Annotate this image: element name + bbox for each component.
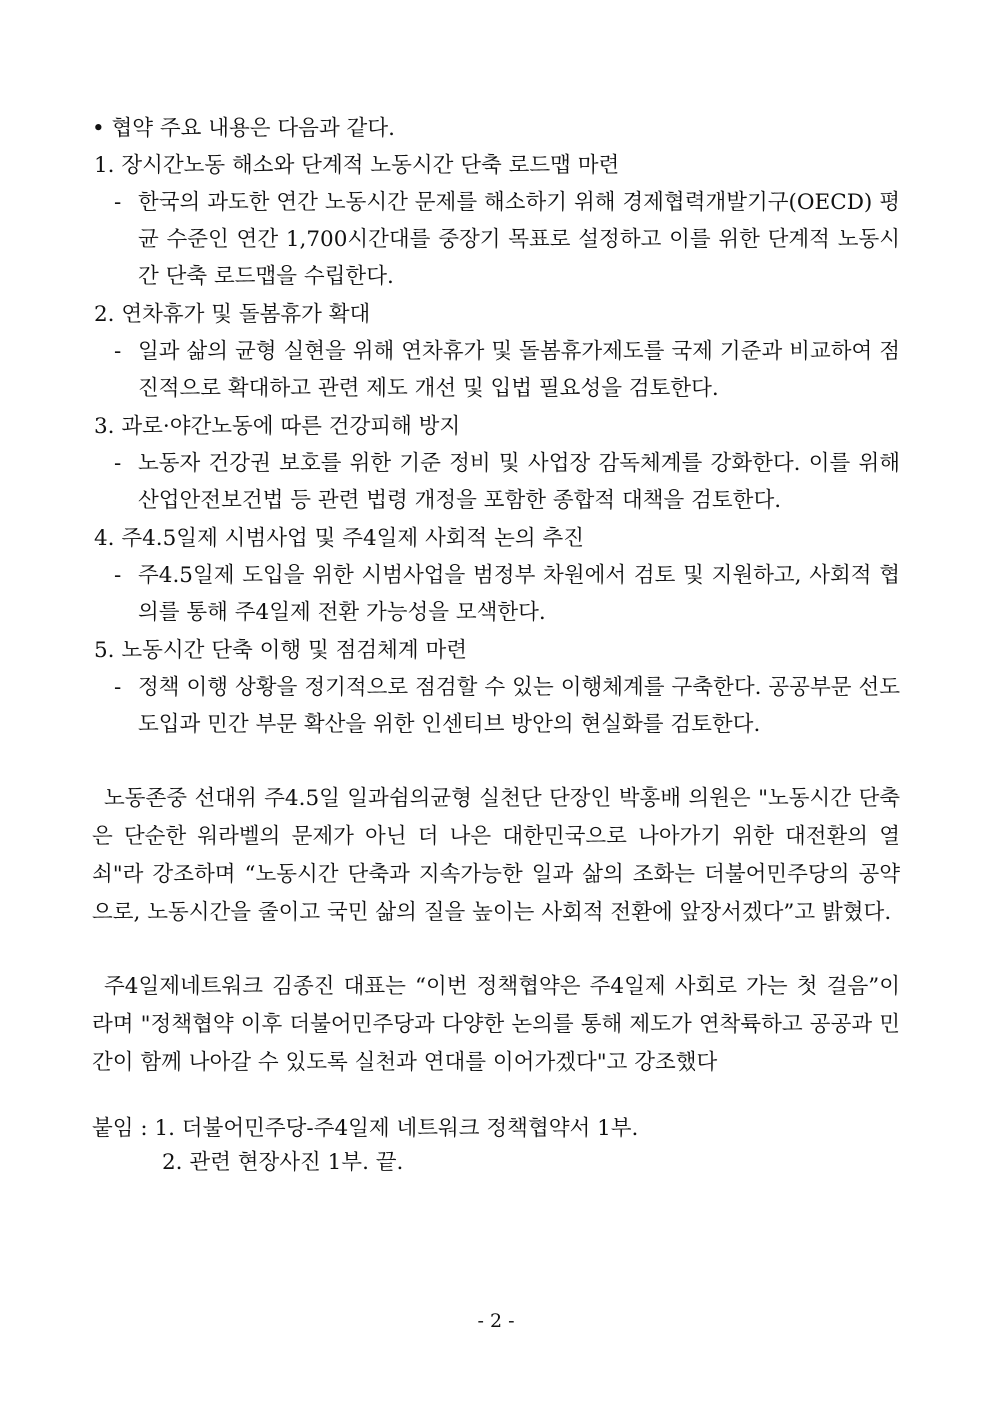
dash-mark: - (114, 190, 122, 215)
paragraph-park: 노동존중 선대위 주4.5일 일과쉼의균형 실천단 단장인 박홍배 의원은 "노동시간 단축은 단순한 워라벨의 문제가 아닌 더 나은 대한민국으로 나아가기 위한 대전환의 열쇠"라 강조하며 “노동시간 단축과 지속가능한 일과 삶의 조화는 더불어민주당의 공약으로, 노동시간을 줄이고 국민 삶의 질을 높이는 사회적 전환에 앞장서겠다”고 밝혔다. (92, 786, 900, 925)
dash-mark: - (114, 675, 122, 700)
attachment-line-1: 붙임 : 1. 더불어민주당-주4일제 네트워크 정책협약서 1부. (92, 1116, 639, 1141)
item-1-detail (92, 184, 900, 295)
item-4-detail (92, 557, 900, 631)
item-1-detail-text: 한국의 과도한 연간 노동시간 문제를 해소하기 위해 경제협력개발기구(OECD) 평균 수준인 연간 1,700시간대를 중장기 목표로 설정하고 이를 위한 단계적 노동시간 단축 로드맵을 수립한다. (138, 190, 900, 289)
item-3-detail (92, 445, 900, 519)
item-2-detail-text: 일과 삶의 균형 실현을 위해 연차휴가 및 돌봄휴가제도를 국제 기준과 비교하여 점진적으로 확대하고 관련 제도 개선 및 입법 필요성을 검토한다. (138, 339, 900, 401)
item-5-heading: 5. 노동시간 단축 이행 및 점검체계 마련 (94, 638, 468, 663)
dash-mark: - (114, 339, 122, 364)
item-1-heading: 1. 장시간노동 해소와 단계적 노동시간 단축 로드맵 마련 (94, 153, 620, 178)
item-2-heading: 2. 연차휴가 및 돌봄휴가 확대 (94, 302, 371, 327)
document-body (92, 110, 900, 1180)
item-4-detail-text: 주4.5일제 도입을 위한 시범사업을 범정부 차원에서 검토 및 지원하고, 사회적 협의를 통해 주4일제 전환 가능성을 모색한다. (138, 563, 900, 625)
item-5-detail (92, 669, 900, 743)
attachment-line-2: 2. 관련 현장사진 1부. 끝. (162, 1150, 404, 1175)
item-5-detail-text: 정책 이행 상황을 정기적으로 점검할 수 있는 이행체계를 구축한다. 공공부문 선도 도입과 민간 부문 확산을 위한 인센티브 방안의 현실화를 검토한다. (138, 675, 900, 737)
dash-mark: - (114, 563, 122, 588)
item-3-heading: 3. 과로·야간노동에 따른 건강피해 방지 (94, 414, 461, 439)
dash-mark: - (114, 451, 122, 476)
paragraph-kim: 주4일제네트워크 김종진 대표는 “이번 정책협약은 주4일제 사회로 가는 첫 걸음”이라며 "정책협약 이후 더불어민주당과 다양한 논의를 통해 제도가 연착륙하고 공공과 민간이 함께 나아갈 수 있도록 실천과 연대를 이어가겠다"고 강조했다 (92, 974, 900, 1075)
item-4-heading: 4. 주4.5일제 시범사업 및 주4일제 사회적 논의 추진 (94, 526, 585, 551)
page-number: - 2 - (477, 1310, 515, 1332)
item-3-detail-text: 노동자 건강권 보호를 위한 기준 정비 및 사업장 감독체계를 강화한다. 이를 위해 산업안전보건법 등 관련 법령 개정을 포함한 종합적 대책을 검토한다. (138, 451, 900, 513)
item-2-detail (92, 333, 900, 407)
intro-line: • 협약 주요 내용은 다음과 같다. (92, 116, 395, 141)
